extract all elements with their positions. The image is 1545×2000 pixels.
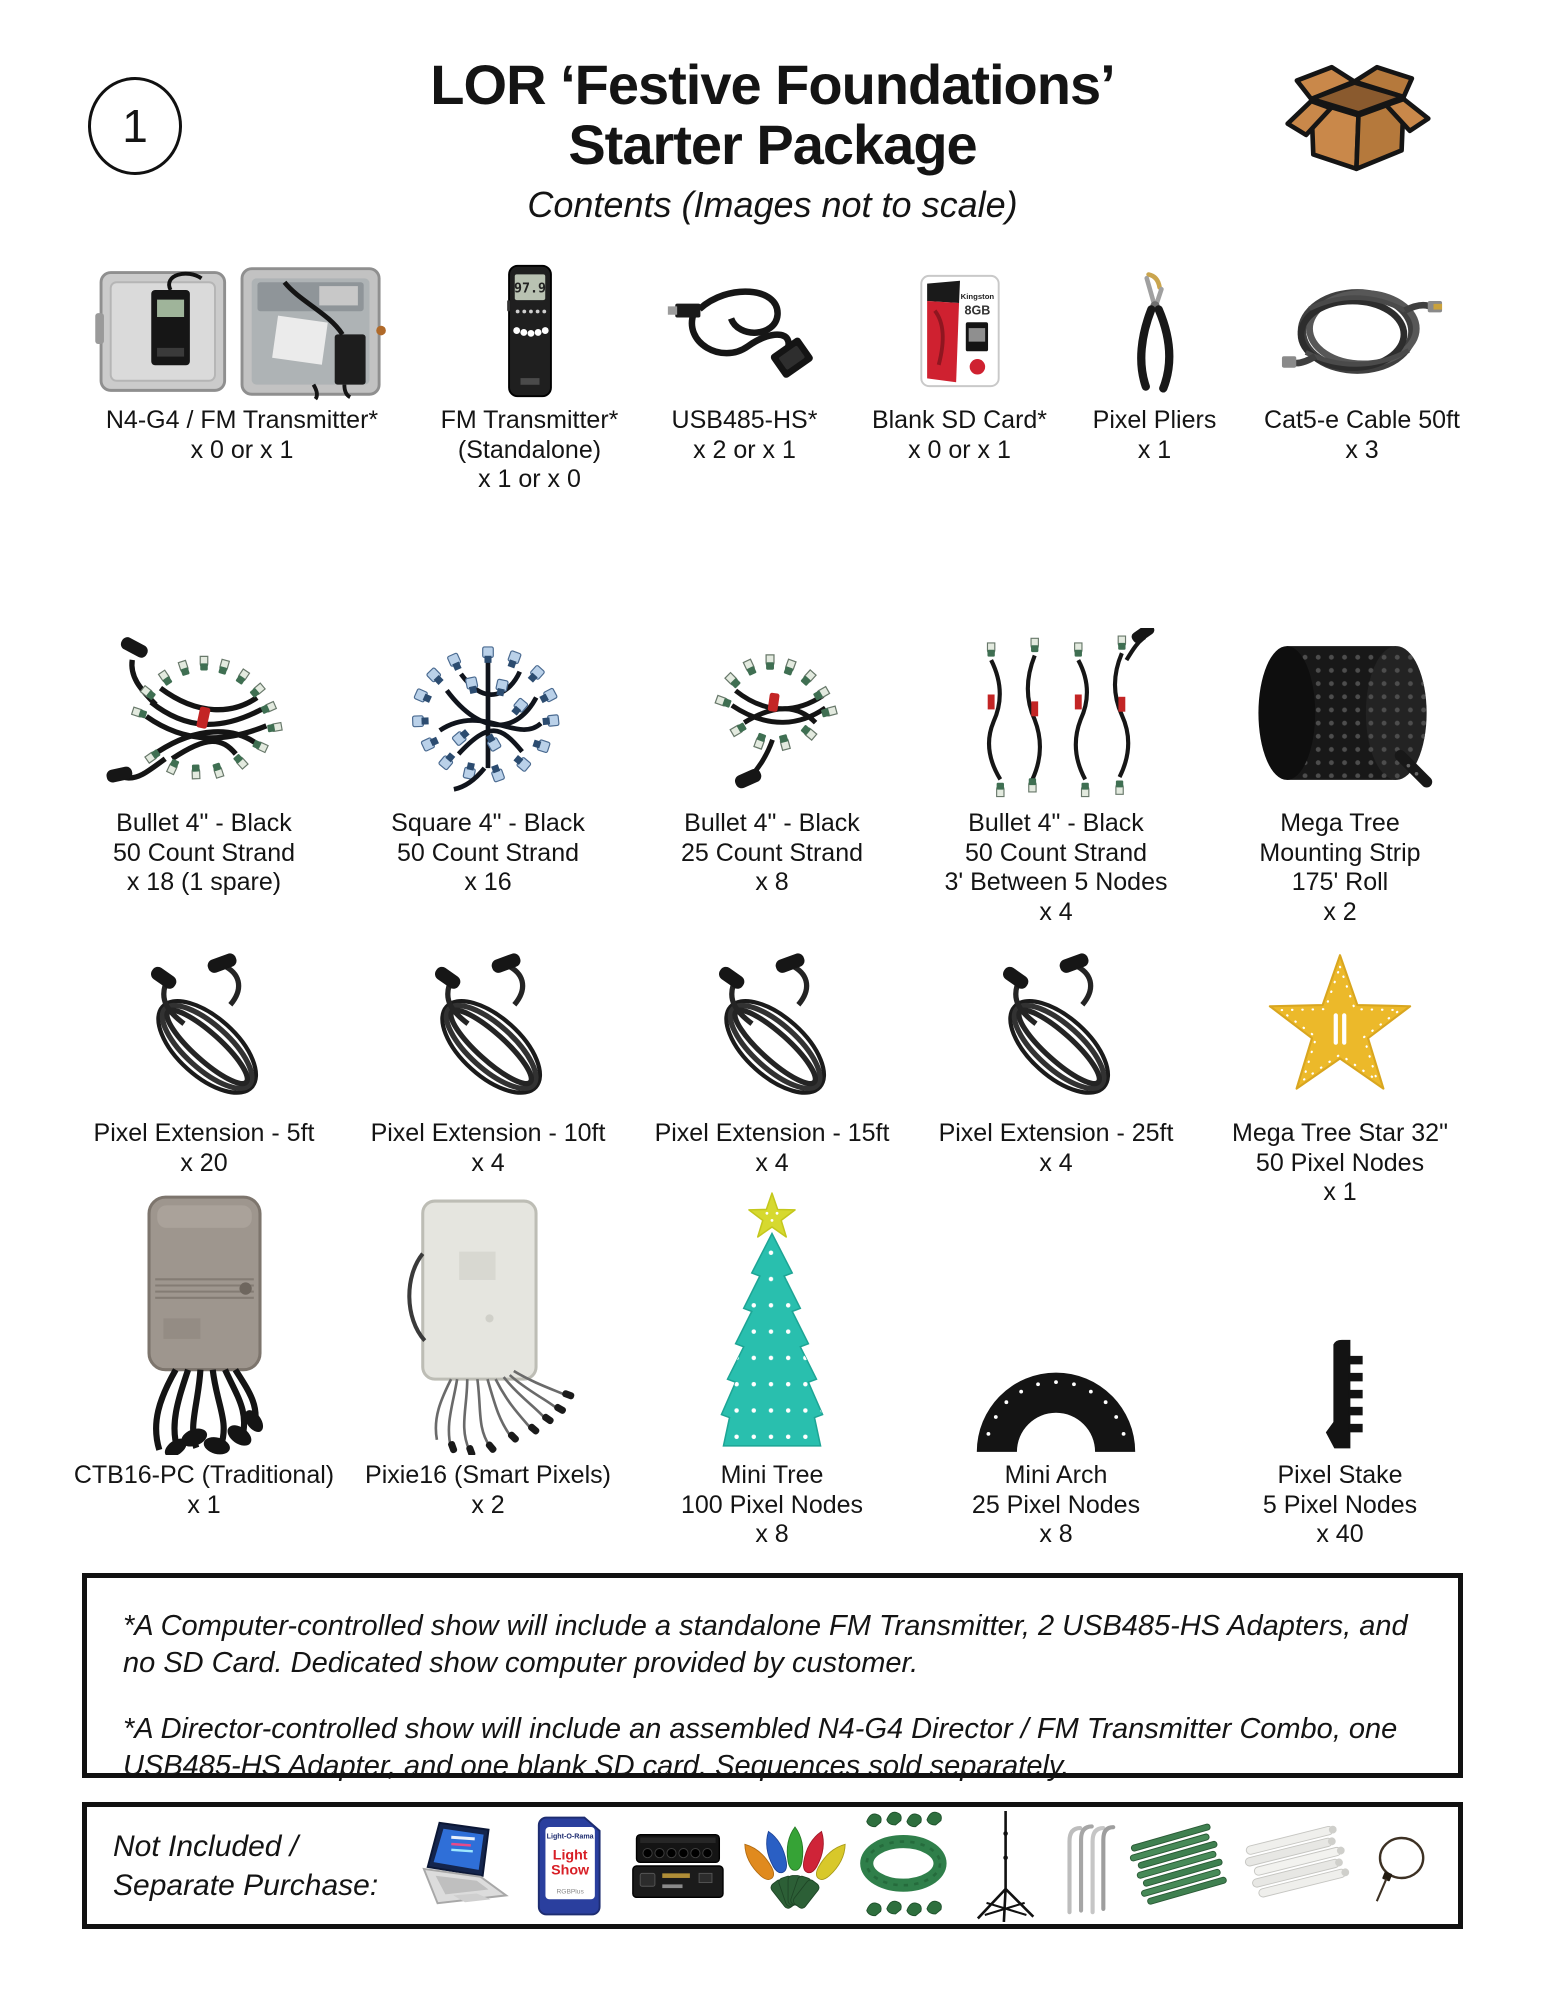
caption-line: Bullet 4" - Black bbox=[116, 809, 292, 837]
zip-tie-icon bbox=[1364, 1818, 1436, 1914]
caption-line: Mega Tree bbox=[1280, 809, 1400, 837]
item-pixel-extension-25ft bbox=[914, 945, 1198, 1208]
header bbox=[0, 55, 1545, 226]
item-mega-tree-mounting-strip bbox=[1198, 625, 1482, 927]
mini-lights-icon bbox=[743, 1814, 847, 1918]
item-bullet-25-strand bbox=[630, 625, 914, 927]
pixel-extension-15ft-photo-icon bbox=[630, 945, 914, 1113]
page-number-badge: 1 bbox=[88, 77, 182, 175]
footnote-computer-controlled: *A Computer-controlled show will include a standalone FM Transmitter, 2 USB485-HS Adapters, and no SD Card. Dedicated show computer provided by customer. bbox=[123, 1610, 1408, 1679]
item-n4g4-fm-transmitter bbox=[62, 262, 422, 495]
caption-line: x 0 or x 1 bbox=[190, 435, 294, 464]
svg-text:Kingston: Kingston bbox=[960, 292, 994, 302]
item-caption bbox=[972, 1461, 1140, 1550]
caption-line: x 2 bbox=[1323, 897, 1357, 926]
caption-line: x 20 bbox=[180, 1148, 228, 1177]
item-square-50-strand bbox=[346, 625, 630, 927]
item-caption bbox=[872, 406, 1047, 465]
ctb16-pc-photo-icon bbox=[62, 1183, 346, 1455]
item-caption bbox=[371, 1119, 606, 1178]
caption-line: Pixel Extension - 25ft bbox=[938, 1119, 1174, 1147]
usb485-hs-photo-icon bbox=[637, 262, 852, 400]
caption-line: 5 Pixel Nodes bbox=[1262, 1490, 1418, 1519]
caption-line: Bullet 4" - Black bbox=[968, 809, 1144, 837]
caption-line: x 1 bbox=[1137, 435, 1172, 464]
open-carton-box-icon bbox=[1282, 60, 1437, 175]
pixel-stake-photo-icon bbox=[1198, 1183, 1482, 1455]
item-pixel-stake bbox=[1198, 1183, 1482, 1550]
caption-line: 25 Count Strand bbox=[680, 838, 864, 867]
caption-line: 50 Count Strand bbox=[964, 838, 1148, 867]
caption-line: x 1 or x 0 bbox=[478, 465, 581, 493]
caption-line: Mini Arch bbox=[1004, 1461, 1108, 1489]
fm-transmitter-standalone-photo-icon bbox=[422, 262, 637, 400]
wire-clips-icon bbox=[858, 1807, 954, 1925]
item-fm-transmitter-standalone bbox=[422, 262, 637, 495]
item-caption bbox=[655, 1119, 890, 1178]
item-caption bbox=[1259, 809, 1420, 927]
item-caption bbox=[113, 809, 295, 898]
item-caption bbox=[94, 1119, 315, 1178]
item-mini-tree bbox=[630, 1183, 914, 1550]
bullet-50-spaced-photo-icon bbox=[914, 625, 1198, 803]
caption-line: Pixel Extension - 10ft bbox=[370, 1119, 606, 1147]
svg-text:97.9: 97.9 bbox=[513, 281, 546, 297]
caption-line: x 4 bbox=[1039, 897, 1073, 926]
caption-line: FM Transmitter* bbox=[440, 406, 619, 434]
footnote-director-controlled: *A Director-controlled show will include an assembled N4-G4 Director / FM Transmitter Combo, one USB485-HS Adapter, and one blank SD card. Sequences sold separately. bbox=[123, 1713, 1398, 1782]
item-caption bbox=[672, 406, 818, 465]
caption-line: x 4 bbox=[755, 1148, 789, 1177]
caption-line: x 1 bbox=[187, 1490, 221, 1519]
caption-line: x 3 bbox=[1345, 435, 1379, 464]
svg-text:Light: Light bbox=[552, 1846, 588, 1863]
lor-sd-card-icon bbox=[535, 1813, 611, 1919]
caption-line: Mounting Strip bbox=[1259, 838, 1421, 867]
pixie16-photo-icon bbox=[346, 1183, 630, 1455]
caption-line: 3' Between 5 Nodes bbox=[944, 868, 1168, 896]
n4g4-fm-transmitter-photo-icon bbox=[62, 262, 422, 400]
not-included-label: Not Included / Separate Purchase: bbox=[113, 1829, 379, 1902]
caption-line: USB485-HS* bbox=[671, 406, 818, 434]
item-mini-arch bbox=[914, 1183, 1198, 1550]
caption-line: 175' Roll bbox=[1291, 868, 1389, 896]
director-adapter-icon bbox=[621, 1820, 733, 1912]
caption-line: Pixie16 (Smart Pixels) bbox=[365, 1461, 611, 1489]
item-bullet-50-strand bbox=[62, 625, 346, 927]
item-caption bbox=[74, 1461, 334, 1520]
cat5e-cable-photo-icon bbox=[1242, 262, 1482, 400]
item-pixel-extension-15ft bbox=[630, 945, 914, 1208]
svg-text:8GB: 8GB bbox=[963, 303, 990, 318]
caption-line: CTB16-PC (Traditional) bbox=[73, 1461, 335, 1489]
caption-line: x 2 bbox=[471, 1490, 505, 1519]
caption-line: x 2 or x 1 bbox=[693, 435, 796, 464]
pixel-extension-25ft-photo-icon bbox=[914, 945, 1198, 1113]
mini-tree-photo-icon bbox=[630, 1183, 914, 1455]
title-line-1: LOR ‘Festive Foundations’ bbox=[430, 53, 1115, 116]
page-subtitle: Contents (Images not to scale) bbox=[527, 183, 1018, 225]
green-stakes-icon bbox=[1129, 1822, 1231, 1910]
caption-line: Pixel Stake bbox=[1277, 1461, 1403, 1489]
caption-line: (Standalone) bbox=[457, 435, 602, 464]
not-included-box bbox=[82, 1802, 1463, 1929]
caption-line: Mini Tree bbox=[720, 1461, 824, 1489]
footnotes-box bbox=[82, 1573, 1463, 1782]
pvc-poles-icon bbox=[1242, 1822, 1354, 1910]
item-bullet-50-spaced bbox=[914, 625, 1198, 927]
bullet-50-strand-photo-icon bbox=[62, 625, 346, 803]
svg-text:Light-O-Rama: Light-O-Rama bbox=[546, 1831, 594, 1840]
caption-line: x 8 bbox=[755, 868, 789, 896]
item-caption bbox=[681, 809, 863, 898]
pixel-extension-10ft-photo-icon bbox=[346, 945, 630, 1113]
item-ctb16-pc bbox=[62, 1183, 346, 1550]
caption-line: x 8 bbox=[1039, 1520, 1073, 1548]
item-caption bbox=[441, 406, 619, 495]
item-pixel-extension-10ft bbox=[346, 945, 630, 1208]
pixel-extension-5ft-photo-icon bbox=[62, 945, 346, 1113]
item-caption bbox=[365, 1461, 611, 1520]
caption-line: Cat5-e Cable 50ft bbox=[1264, 406, 1460, 434]
square-50-strand-photo-icon bbox=[346, 625, 630, 803]
mega-tree-star-photo-icon bbox=[1198, 945, 1482, 1113]
items-row-4 bbox=[62, 1183, 1482, 1550]
caption-line: x 4 bbox=[471, 1148, 505, 1177]
metal-stakes-icon bbox=[1053, 1811, 1119, 1921]
caption-line: Bullet 4" - Black bbox=[684, 809, 860, 837]
caption-line: x 16 bbox=[464, 868, 512, 896]
svg-text:RGBPlus: RGBPlus bbox=[556, 1888, 584, 1896]
item-cat5e-cable bbox=[1242, 262, 1482, 495]
caption-line: x 8 bbox=[755, 1520, 789, 1548]
item-usb485-hs bbox=[637, 262, 852, 495]
item-pixie16 bbox=[346, 1183, 630, 1550]
item-caption bbox=[939, 1119, 1174, 1178]
caption-line: 100 Pixel Nodes bbox=[680, 1490, 864, 1519]
item-caption bbox=[391, 809, 585, 898]
caption-line: x 18 (1 spare) bbox=[126, 868, 282, 896]
mini-arch-photo-icon bbox=[914, 1183, 1198, 1455]
item-mega-tree-star bbox=[1198, 945, 1482, 1208]
caption-line: Square 4" - Black bbox=[391, 809, 585, 837]
title-line-2: Starter Package bbox=[568, 113, 977, 177]
caption-line: Pixel Pliers bbox=[1092, 406, 1217, 434]
caption-line: x 4 bbox=[1039, 1148, 1073, 1177]
item-pixel-extension-5ft bbox=[62, 945, 346, 1208]
caption-line: 50 Count Strand bbox=[112, 838, 296, 867]
caption-line: 50 Count Strand bbox=[396, 838, 580, 867]
mega-tree-mounting-strip-photo-icon bbox=[1198, 625, 1482, 803]
pixel-pliers-photo-icon bbox=[1067, 262, 1242, 400]
caption-line: x 1 bbox=[1323, 1178, 1357, 1206]
caption-line: 50 Pixel Nodes bbox=[1255, 1148, 1425, 1177]
items-row-1 bbox=[62, 262, 1482, 495]
svg-text:Show: Show bbox=[550, 1862, 589, 1879]
items-row-2 bbox=[62, 625, 1482, 927]
caption-line: Pixel Extension - 15ft bbox=[654, 1119, 890, 1147]
items-row-3 bbox=[62, 945, 1482, 1208]
item-caption bbox=[681, 1461, 863, 1550]
item-caption bbox=[1263, 1461, 1417, 1550]
item-caption bbox=[1093, 406, 1217, 465]
bullet-25-strand-photo-icon bbox=[630, 625, 914, 803]
caption-line: Pixel Extension - 5ft bbox=[93, 1119, 315, 1147]
blank-sd-card-photo-icon bbox=[852, 262, 1067, 400]
item-caption bbox=[945, 809, 1168, 927]
not-included-icons bbox=[406, 1806, 1436, 1926]
caption-line: x 40 bbox=[1316, 1520, 1364, 1548]
item-caption bbox=[1264, 406, 1460, 465]
caption-line: Blank SD Card* bbox=[871, 406, 1048, 434]
caption-line: 25 Pixel Nodes bbox=[971, 1490, 1141, 1519]
light-stand-icon bbox=[964, 1806, 1042, 1926]
caption-line: Mega Tree Star 32" bbox=[1232, 1119, 1448, 1147]
caption-line: N4-G4 / FM Transmitter* bbox=[105, 406, 379, 434]
item-pixel-pliers bbox=[1067, 262, 1242, 495]
item-blank-sd-card bbox=[852, 262, 1067, 495]
laptop-icon bbox=[406, 1817, 524, 1915]
item-caption bbox=[106, 406, 378, 465]
caption-line: x 0 or x 1 bbox=[908, 435, 1011, 464]
